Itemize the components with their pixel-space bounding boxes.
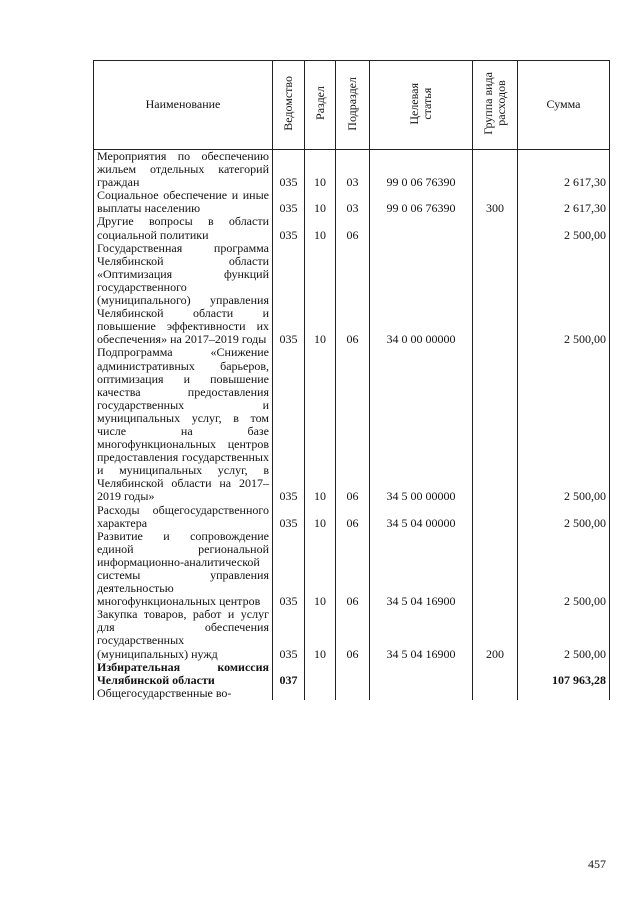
cell-name: Государственная программа Челябинской области «Оптимизация функций государственного (муниципального) управления Челябинской области и повышение эффективности их обеспечения» на 2017–2019 годы — [94, 242, 273, 347]
cell-target: 34 5 04 16900 — [370, 608, 473, 660]
cell-target — [370, 661, 473, 687]
table-row — [94, 608, 610, 660]
table-row — [94, 504, 610, 530]
cell-target: 34 5 00 00000 — [370, 346, 473, 503]
cell-subsection: 06 — [336, 346, 370, 503]
cell-expense-group: 200 — [473, 608, 518, 660]
cell-expense-group — [473, 661, 518, 687]
header-sum: Сумма — [518, 61, 610, 150]
cell-section: 10 — [305, 530, 336, 609]
cell-dept: 035 — [273, 608, 305, 660]
cell-dept: 035 — [273, 215, 305, 241]
cell-sum: 2 500,00 — [518, 242, 610, 347]
cell-sum: 2 500,00 — [518, 346, 610, 503]
cell-subsection: 06 — [336, 242, 370, 347]
table-row — [94, 189, 610, 215]
cell-target: 34 0 00 00000 — [370, 242, 473, 347]
header-dept: Ведомство — [273, 61, 305, 150]
table-header-row — [94, 61, 610, 150]
cell-section — [305, 661, 336, 687]
table-row — [94, 530, 610, 609]
cell-name: Развитие и сопровождение единой региональной информационно-аналитической системы управления деятельностью многофункциональных центров — [94, 530, 273, 609]
header-subsection: Подраздел — [336, 61, 370, 150]
cell-target: 99 0 06 76390 — [370, 150, 473, 190]
cell-expense-group — [473, 150, 518, 190]
cell-subsection: 06 — [336, 504, 370, 530]
cell-sum: 2 500,00 — [518, 530, 610, 609]
cell-section: 10 — [305, 215, 336, 241]
cell-dept: 035 — [273, 150, 305, 190]
cell-target: 34 5 04 16900 — [370, 530, 473, 609]
header-expense-group: Группа вида расходов — [473, 61, 518, 150]
cell-expense-group — [473, 687, 518, 700]
table-row — [94, 150, 610, 190]
cell-sum: 2 500,00 — [518, 504, 610, 530]
cell-expense-group — [473, 530, 518, 609]
cell-dept: 035 — [273, 346, 305, 503]
cell-name: Избирательная комиссия Челябинской области — [94, 661, 273, 687]
cell-target — [370, 687, 473, 700]
cell-subsection: 03 — [336, 189, 370, 215]
cell-sum: 2 617,30 — [518, 150, 610, 190]
table-row — [94, 346, 610, 503]
cell-target — [370, 215, 473, 241]
cell-section: 10 — [305, 608, 336, 660]
cell-sum: 2 500,00 — [518, 215, 610, 241]
cell-name: Подпрограмма «Снижение административных барьеров, оптимизация и повышение качества предоставления государственных и муниципальных услуг, в том числе на базе многофункциональных центров предоставления государственных и муниципальных услуг, в Челябинской области на 2017–2019 годы» — [94, 346, 273, 503]
cell-section — [305, 687, 336, 700]
table-row — [94, 215, 610, 241]
header-section: Раздел — [305, 61, 336, 150]
cell-subsection — [336, 661, 370, 687]
table-row — [94, 661, 610, 687]
cell-subsection: 06 — [336, 608, 370, 660]
page-number: 457 — [588, 857, 606, 871]
header-name: Наименование — [94, 61, 273, 150]
cell-sum: 2 500,00 — [518, 608, 610, 660]
cell-section: 10 — [305, 346, 336, 503]
table-body — [94, 150, 610, 700]
cell-sum: 107 963,28 — [518, 661, 610, 687]
header-target: Целевая статья — [370, 61, 473, 150]
cell-target: 34 5 04 00000 — [370, 504, 473, 530]
cell-subsection: 06 — [336, 215, 370, 241]
cell-section: 10 — [305, 504, 336, 530]
cell-dept — [273, 687, 305, 700]
cell-name: Социальное обеспечение и иные выплаты населению — [94, 189, 273, 215]
cell-section: 10 — [305, 150, 336, 190]
cell-name: Мероприятия по обеспечению жильем отдельных категорий граждан — [94, 150, 273, 190]
cell-sum — [518, 687, 610, 700]
table-row — [94, 687, 610, 700]
cell-expense-group — [473, 504, 518, 530]
cell-subsection: 03 — [336, 150, 370, 190]
cell-dept: 035 — [273, 189, 305, 215]
cell-subsection: 06 — [336, 530, 370, 609]
cell-target: 99 0 06 76390 — [370, 189, 473, 215]
cell-expense-group — [473, 346, 518, 503]
cell-dept: 035 — [273, 530, 305, 609]
cell-name: Закупка товаров, работ и услуг для обеспечения государственных (муниципальных) нужд — [94, 608, 273, 660]
cell-expense-group: 300 — [473, 189, 518, 215]
cell-expense-group — [473, 215, 518, 241]
budget-table — [93, 60, 610, 700]
table-row — [94, 242, 610, 347]
cell-dept: 035 — [273, 504, 305, 530]
cell-dept: 037 — [273, 661, 305, 687]
cell-subsection — [336, 687, 370, 700]
cell-sum: 2 617,30 — [518, 189, 610, 215]
cell-dept: 035 — [273, 242, 305, 347]
cell-name: Расходы общегосударственного характера — [94, 504, 273, 530]
cell-section: 10 — [305, 189, 336, 215]
cell-name: Общегосударственные во- — [94, 687, 273, 700]
cell-name: Другие вопросы в области социальной политики — [94, 215, 273, 241]
cell-section: 10 — [305, 242, 336, 347]
cell-expense-group — [473, 242, 518, 347]
